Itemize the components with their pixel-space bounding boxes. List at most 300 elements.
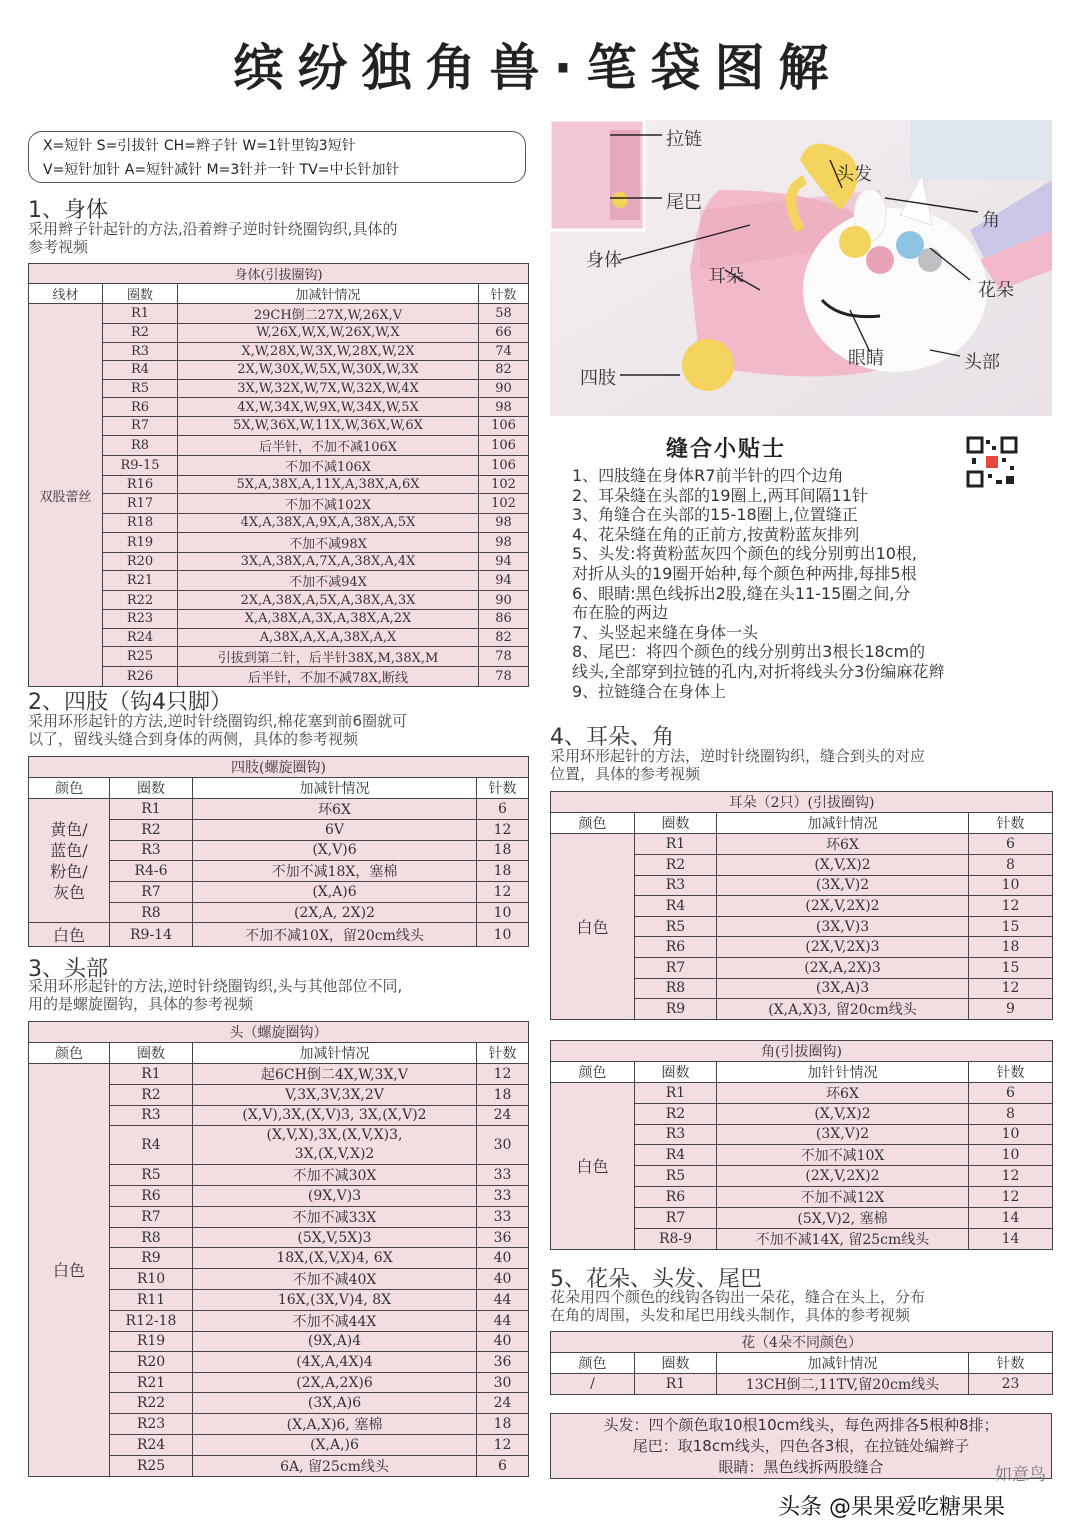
table-cell: 33: [477, 1186, 529, 1207]
page-title: 缤纷独角兽·笔袋图解: [233, 39, 843, 97]
table-cell: 8: [969, 855, 1053, 876]
table-cell: 12: [477, 882, 529, 903]
table-cell: 74: [479, 342, 529, 361]
table-row: [551, 834, 1053, 855]
table-cell: R8-9: [635, 1228, 717, 1249]
label-head: 头部: [964, 352, 1000, 373]
table-cell: (9X,A)4: [193, 1331, 477, 1352]
table-row: [29, 379, 529, 398]
table-cell: R9-14: [110, 923, 193, 947]
table-cell: R1: [635, 1083, 717, 1104]
table-cell: R7: [110, 1206, 193, 1227]
table-cell: R2: [635, 1104, 717, 1125]
table-row: [29, 324, 529, 343]
table-cell: 引拔到第二针，后半针38X,M,38X,M: [178, 647, 479, 667]
table-cell: R16: [103, 475, 178, 494]
table-cell: 94: [479, 571, 529, 591]
table-cell: (2X,V,2X)2: [717, 896, 969, 917]
section-2-desc-line: 以了，留线头缝合到身体的两侧，具体的参考视频: [28, 730, 359, 748]
table-cell: 98: [479, 532, 529, 552]
table-cell: 36: [477, 1352, 529, 1373]
table-cell: R5: [635, 916, 717, 937]
table-cell: 12: [969, 1166, 1053, 1187]
tip-line: 4、花朵缝在角的正前方,按黄粉蓝灰排列: [572, 524, 860, 544]
section-1-desc-line: 参考视频: [28, 238, 89, 256]
col-header: 颜色: [29, 778, 110, 799]
table-cell: 不加不减106X: [178, 455, 479, 475]
col-header: 针数: [969, 1353, 1053, 1374]
col-header: 加减针情况: [717, 1353, 969, 1374]
col-header: 颜色: [551, 1353, 635, 1374]
legend-line-2: V=短针加针 A=短针减针 M=3针并一针 TV=中长针加针: [43, 162, 400, 178]
table-cell: 后半针，不加不减106X: [178, 435, 479, 455]
table-cell: R3: [635, 875, 717, 896]
table-cell: 不加不减40X: [193, 1268, 477, 1289]
col-header: 圈数: [635, 1062, 717, 1083]
table-cell: 不加不减10X，留20cm线头: [193, 923, 477, 947]
col-header: 圈数: [110, 778, 193, 799]
table-row: [29, 475, 529, 494]
table-cell: 106: [479, 455, 529, 475]
table-cell: R20: [110, 1352, 193, 1373]
table-row: [29, 1064, 529, 1085]
section-4-heading: 4、耳朵、角: [550, 725, 674, 750]
table-cell: R4-6: [110, 861, 193, 882]
table-cell: 12: [477, 1064, 529, 1085]
table-cell: R8: [103, 435, 178, 455]
table-cell: R4: [635, 1145, 717, 1166]
section-2-heading: 2、四肢（钩4只脚）: [28, 690, 232, 715]
table-row: [29, 416, 529, 435]
table-cell: (5X,V,5X)3: [193, 1227, 477, 1248]
label-tail: 尾巴: [666, 192, 702, 213]
table-cell: 14: [969, 1207, 1053, 1228]
material-cell: 双股蕾丝: [29, 304, 103, 687]
col-header: 圈数: [103, 284, 178, 304]
table-caption: 四肢(螺旋圈钩): [29, 757, 529, 778]
table-cell: 不加不减14X, 留25cm线头: [717, 1228, 969, 1249]
col-header: 线材: [29, 284, 103, 304]
table-cell: (X,A,X)6, 塞棉: [193, 1413, 477, 1434]
tip-line: 1、四肢缝在身体R7前半针的四个边角: [572, 466, 844, 485]
label-ear: 耳朵: [708, 266, 744, 287]
table-cell: X,W,28X,W,3X,W,28X,W,2X: [178, 342, 479, 361]
table-cell: 不加不减18X，塞棉: [193, 861, 477, 882]
section-3-desc-line: 用的是螺旋圈钩，具体的参考视频: [28, 995, 254, 1013]
table-cell: 18: [477, 861, 529, 882]
tip-line: 3、角缝合在头部的15-18圈上,位置缝正: [572, 505, 858, 525]
table-cell: R9-15: [103, 455, 178, 475]
col-header: 颜色: [551, 813, 635, 834]
table-caption: 耳朵（2只）(引拔圈钩): [551, 792, 1053, 813]
section-3-heading: 3、头部: [28, 957, 108, 982]
color-cell: 白色: [551, 834, 635, 1020]
table-cell: 不加不减10X: [717, 1145, 969, 1166]
table-cell: R10: [110, 1268, 193, 1289]
table-cell: R7: [635, 1207, 717, 1228]
table-cell: (9X,V)3: [193, 1186, 477, 1207]
table-cell: 33: [477, 1165, 529, 1186]
table-cell: R1: [110, 1064, 193, 1085]
table-cell: R26: [103, 667, 178, 687]
table-cell: 5X,A,38X,A,11X,A,38X,A,6X: [178, 475, 479, 494]
table-cell: R6: [110, 1186, 193, 1207]
table-caption: 花（4朵不同颜色）: [551, 1332, 1053, 1353]
tip-line: 线头,全部穿到拉链的孔内,对折将线头分3份编麻花辫: [572, 661, 945, 681]
tip-line: 布在脸的两边: [572, 603, 669, 623]
col-header: 颜色: [551, 1062, 635, 1083]
table-cell: R4: [103, 361, 178, 380]
table-cell: 2X,A,38X,A,5X,A,38X,A,3X: [178, 591, 479, 610]
table-cell: 6A, 留25cm线头: [193, 1455, 477, 1476]
flower-table: [550, 1331, 1053, 1395]
table-cell: 33: [477, 1206, 529, 1227]
table-cell: R6: [635, 937, 717, 958]
table-cell: W,26X,W,X,W,26X,W,X: [178, 324, 479, 343]
table-cell: R23: [110, 1413, 193, 1434]
table-cell: R22: [103, 591, 178, 610]
tip-line: 5、头发:将黄粉蓝灰四个颜色的线分别剪出10根,: [572, 544, 918, 564]
table-cell: 24: [477, 1393, 529, 1414]
section-4-desc-line: 采用环形起针的方法，逆时针绕圈钩织，缝合到头的对应: [550, 747, 926, 765]
table-cell: R2: [635, 855, 717, 876]
ear-table: [550, 791, 1053, 1020]
table-cell: 18: [477, 1085, 529, 1106]
table-cell: R4: [110, 1126, 193, 1165]
table-row: [29, 923, 529, 947]
table-cell: 12: [969, 978, 1053, 999]
table-cell: 18: [477, 840, 529, 861]
table-cell: R3: [110, 840, 193, 861]
table-cell: 14: [969, 1228, 1053, 1249]
table-cell: R8: [110, 902, 193, 923]
cell-line: (X,V,X),3X,(X,V,X)3,: [266, 1127, 403, 1144]
table-cell: 12: [969, 1186, 1053, 1207]
table-cell: R1: [103, 304, 178, 324]
table-row: [29, 342, 529, 361]
table-cell: R4: [635, 896, 717, 917]
table-cell: 78: [479, 667, 529, 687]
table-cell: 4X,W,34X,W,9X,W,34X,W,5X: [178, 398, 479, 417]
label-eye: 眼睛: [848, 348, 884, 369]
table-cell: 90: [479, 591, 529, 610]
table-cell: 不加不减102X: [178, 494, 479, 514]
table-cell: 18: [969, 937, 1053, 958]
label-horn: 角: [982, 210, 1000, 231]
table-cell: 23: [969, 1374, 1053, 1395]
table-row: [29, 552, 529, 571]
table-cell: 不加不减98X: [178, 532, 479, 552]
table-cell: (4X,A,4X)4: [193, 1352, 477, 1373]
table-cell: 2X,W,30X,W,5X,W,30X,W,3X: [178, 361, 479, 380]
table-cell: 9: [969, 999, 1053, 1020]
table-cell: (X,A)6: [193, 882, 477, 903]
table-cell: R11: [110, 1289, 193, 1310]
table-cell: 82: [479, 628, 529, 647]
table-cell: 86: [479, 609, 529, 628]
section-2-desc: [28, 712, 528, 748]
table-cell: R7: [635, 957, 717, 978]
tip-line: 对折从头的19圈开始种,每个颜色种两排,每排5根: [572, 563, 917, 583]
section-3-desc: [28, 977, 528, 1013]
table-row: [551, 1083, 1053, 1104]
table-cell: 后半针，不加不减78X,断线: [178, 667, 479, 687]
legend-line-1: X=短针 S=引拔针 CH=辫子针 W=1针里钩3短针: [43, 138, 356, 154]
table-cell: 98: [479, 514, 529, 533]
table-cell: (2X,V,2X)3: [717, 937, 969, 958]
table-cell: 36: [477, 1227, 529, 1248]
table-cell: 102: [479, 475, 529, 494]
table-cell: 90: [479, 379, 529, 398]
table-row: [29, 571, 529, 591]
table-cell: (5X,V)2, 塞棉: [717, 1207, 969, 1228]
table-cell: R8: [110, 1227, 193, 1248]
table-cell: (2X,A, 2X)2: [193, 902, 477, 923]
table-cell: 58: [479, 304, 529, 324]
note-line: 头发：四个颜色取10根10cm线头，每色两排各5根种8排；: [603, 1416, 999, 1434]
table-cell: R1: [635, 1374, 717, 1395]
color-cell: 白色: [551, 1083, 635, 1250]
table-cell: 5X,W,36X,W,11X,W,36X,W,6X: [178, 416, 479, 435]
table-cell: 44: [477, 1310, 529, 1331]
tip-line: 8、尾巴：将四个颜色的线分别剪出3根长18cm的: [572, 642, 926, 662]
table-cell: R7: [110, 882, 193, 903]
table-cell: (X,V,X)2: [717, 855, 969, 876]
note-line: 尾巴：取18cm线头，四色各3根，在拉链处编辫子: [632, 1437, 970, 1455]
table-cell: 18X,(X,V,X)4, 6X: [193, 1248, 477, 1269]
label-hair: 头发: [836, 164, 872, 185]
col-header: 针数: [477, 1043, 529, 1064]
table-cell: 82: [479, 361, 529, 380]
table-cell: 40: [477, 1268, 529, 1289]
table-cell: 98: [479, 398, 529, 417]
col-header: 针数: [479, 284, 529, 304]
color-name: 黄色/: [50, 819, 88, 839]
table-cell: (3X,V)3: [717, 916, 969, 937]
table-cell: 10: [969, 1124, 1053, 1145]
table-cell: R25: [103, 647, 178, 667]
table-cell: 4X,A,38X,A,9X,A,38X,A,5X: [178, 514, 479, 533]
table-cell: R7: [103, 416, 178, 435]
table-cell: R9: [110, 1248, 193, 1269]
col-header: 加针针情况: [717, 1062, 969, 1083]
table-cell: 不加不减33X: [193, 1206, 477, 1227]
tip-line: 9、拉链缝合在身体上: [572, 681, 727, 701]
table-cell: R19: [110, 1331, 193, 1352]
table-row: [29, 591, 529, 610]
table-row: [29, 647, 529, 667]
col-header: 加减针情况: [193, 778, 477, 799]
table-cell: 8: [969, 1104, 1053, 1125]
body-table: [28, 263, 529, 687]
table-cell: 30: [477, 1372, 529, 1393]
table-cell: 6: [477, 1455, 529, 1476]
table-caption: 身体(引拔圈钩): [29, 264, 529, 284]
table-row: [29, 435, 529, 455]
section-4-desc-line: 位置，具体的参考视频: [550, 765, 701, 783]
table-cell: (3X,A)3: [717, 978, 969, 999]
table-cell: (2X,A,2X)6: [193, 1372, 477, 1393]
horn-table: [550, 1040, 1053, 1250]
table-cell: R17: [103, 494, 178, 514]
color-name: 粉色/: [50, 861, 88, 881]
table-cell: (3X,A)6: [193, 1393, 477, 1414]
table-cell: (X,A,)6: [193, 1434, 477, 1455]
table-cell: A,38X,A,X,A,38X,A,X: [178, 628, 479, 647]
table-cell: (X,V)6: [193, 840, 477, 861]
table-row: [29, 609, 529, 628]
color-cell: 白色: [29, 923, 110, 947]
table-cell: 106: [479, 416, 529, 435]
table-cell: 12: [477, 1434, 529, 1455]
label-zipper: 拉链: [666, 129, 702, 150]
table-cell: R23: [103, 609, 178, 628]
table-cell: 16X,(3X,V)4, 8X: [193, 1289, 477, 1310]
table-cell: 102: [479, 494, 529, 514]
col-header: 加减针情况: [193, 1043, 477, 1064]
table-cell: 不加不减12X: [717, 1186, 969, 1207]
table-cell: R22: [110, 1393, 193, 1414]
section-5-desc: [550, 1288, 1052, 1324]
note-line: 眼睛：黑色线拆两股缝合: [718, 1458, 884, 1476]
table-cell: 29CH倒二27X,W,26X,V: [178, 304, 479, 324]
table-cell: R6: [635, 1186, 717, 1207]
table-cell: 起6CH倒二4X,W,3X,V: [193, 1064, 477, 1085]
table-row: [29, 494, 529, 514]
limbs-table: [28, 756, 529, 947]
table-cell: (2X,V,2X)2: [717, 1166, 969, 1187]
section-3-desc-line: 采用环形起针的方法,逆时针绕圈钩织,头与其他部位不同,: [28, 977, 403, 995]
table-cell: 40: [477, 1331, 529, 1352]
table-caption: 头（螺旋圈钩）: [29, 1022, 529, 1043]
table-cell: 6: [477, 799, 529, 820]
table-cell: /: [551, 1374, 635, 1395]
table-cell: 94: [479, 552, 529, 571]
product-photo: [550, 120, 1052, 416]
table-cell: (3X,V)2: [717, 875, 969, 896]
col-header: 针数: [477, 778, 529, 799]
table-cell: 10: [969, 875, 1053, 896]
color-name: 蓝色/: [50, 840, 88, 860]
table-cell: (X,V,X)2: [717, 1104, 969, 1125]
table-cell: R6: [103, 398, 178, 417]
head-table: [28, 1021, 529, 1477]
cell-line: 3X,(X,V,X)2: [294, 1146, 375, 1163]
table-cell: (3X,V)2: [717, 1124, 969, 1145]
table-cell: R2: [110, 820, 193, 841]
col-header: 圈数: [110, 1043, 193, 1064]
table-cell: 环6X: [193, 799, 477, 820]
table-cell: R20: [103, 552, 178, 571]
table-cell: R3: [103, 342, 178, 361]
table-cell: 30: [477, 1126, 529, 1165]
table-cell: 12: [477, 820, 529, 841]
tip-line: 7、头竖起来缝在身体一头: [572, 622, 759, 642]
table-cell: (2X,A,2X)3: [717, 957, 969, 978]
table-row: [29, 628, 529, 647]
table-cell: [193, 1126, 477, 1165]
table-cell: R18: [103, 514, 178, 533]
table-cell: R9: [635, 999, 717, 1020]
table-cell: R24: [110, 1434, 193, 1455]
table-cell: 10: [477, 923, 529, 947]
tip-line: 6、眼睛:黑色线拆出2股,缝在头11-15圈之间,分: [572, 583, 911, 603]
table-row: [29, 361, 529, 380]
tips-heading: 缝合小贴士: [665, 437, 786, 462]
notes-box: [550, 1413, 1052, 1479]
table-cell: R1: [635, 834, 717, 855]
col-header: 圈数: [635, 813, 717, 834]
col-header: 颜色: [29, 1043, 110, 1064]
table-cell: R19: [103, 532, 178, 552]
table-cell: 18: [477, 1413, 529, 1434]
section-1-desc-line: 采用辫子针起针的方法,沿着辫子逆时针绕圈钩织,具体的: [28, 220, 398, 238]
table-cell: 10: [969, 1145, 1053, 1166]
col-header: 针数: [969, 1062, 1053, 1083]
table-cell: 6V: [193, 820, 477, 841]
section-5-desc-line: 花朵用四个颜色的线钩各钩出一朵花，缝合在头上，分布: [550, 1288, 926, 1306]
table-cell: V,3X,3V,3X,2V: [193, 1085, 477, 1106]
table-cell: 不加不减44X: [193, 1310, 477, 1331]
table-cell: R8: [635, 978, 717, 999]
table-cell: R21: [103, 571, 178, 591]
watermark: 如意鸟: [995, 1465, 1046, 1485]
table-cell: R5: [103, 379, 178, 398]
table-row: [29, 304, 529, 324]
table-cell: 40: [477, 1248, 529, 1269]
table-cell: R24: [103, 628, 178, 647]
table-cell: 6: [969, 1083, 1053, 1104]
section-5-desc-line: 在角的周围，头发和尾巴用线头制作，具体的参考视频: [550, 1306, 911, 1324]
table-cell: 13CH倒二,11TV,留20cm线头: [717, 1374, 969, 1395]
table-cell: R1: [110, 799, 193, 820]
table-cell: X,A,38X,A,3X,A,38X,A,2X: [178, 609, 479, 628]
table-cell: R2: [110, 1085, 193, 1106]
table-cell: R3: [635, 1124, 717, 1145]
table-cell: (X,A,X)3, 留20cm线头: [717, 999, 969, 1020]
stitch-legend: [28, 131, 526, 183]
table-row: [29, 532, 529, 552]
footer-credit: 头条 @果果爱吃糖果果: [778, 1495, 1005, 1520]
table-cell: R12-18: [110, 1310, 193, 1331]
section-1-desc: [28, 220, 528, 256]
color-cell: 白色: [29, 1064, 110, 1477]
table-cell: 106: [479, 435, 529, 455]
col-header: 加减针情况: [178, 284, 479, 304]
table-row: [29, 667, 529, 687]
table-cell: R5: [110, 1165, 193, 1186]
label-body: 身体: [586, 250, 622, 271]
table-cell: R25: [110, 1455, 193, 1476]
tip-line: 2、耳朵缝在头部的19圈上,两耳间隔11针: [572, 485, 868, 505]
table-cell: 3X,A,38X,A,7X,A,38X,A,4X: [178, 552, 479, 571]
col-header: 针数: [969, 813, 1053, 834]
section-1-heading: 1、身体: [28, 198, 108, 223]
table-cell: 环6X: [717, 834, 969, 855]
table-row: [29, 398, 529, 417]
table-cell: 6: [969, 834, 1053, 855]
table-cell: 3X,W,32X,W,7X,W,32X,W,4X: [178, 379, 479, 398]
table-cell: 10: [477, 902, 529, 923]
table-cell: 不加不减30X: [193, 1165, 477, 1186]
table-cell: R2: [103, 324, 178, 343]
color-cell: [29, 799, 110, 923]
table-row: [29, 514, 529, 533]
label-limbs: 四肢: [580, 368, 616, 389]
section-2-desc-line: 采用环形起针的方法,逆时针绕圈钩织,棉花塞到前6圈就可: [28, 712, 408, 730]
col-header: 圈数: [635, 1353, 717, 1374]
table-cell: R5: [635, 1166, 717, 1187]
